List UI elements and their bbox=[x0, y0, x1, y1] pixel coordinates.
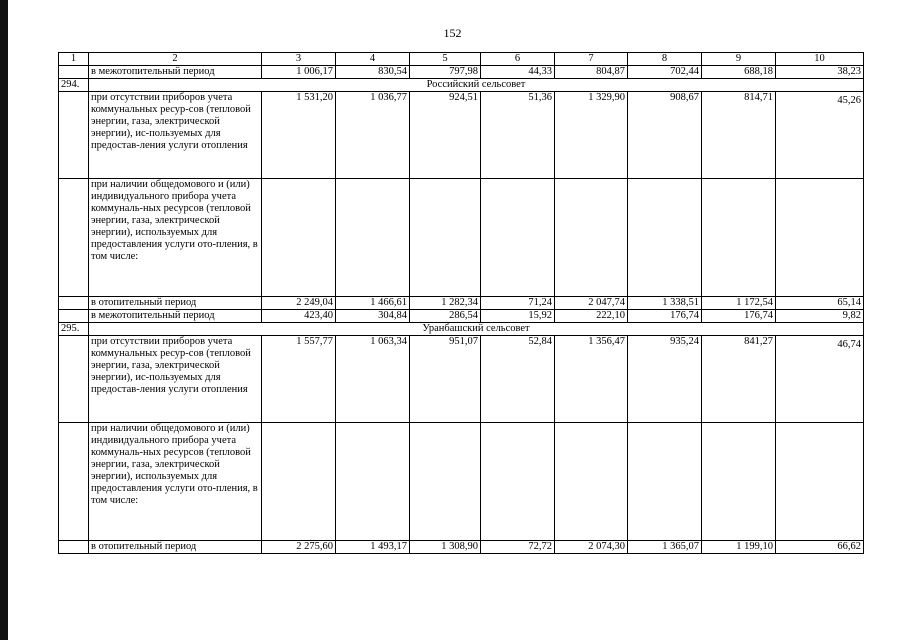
value-cell-col-5 bbox=[410, 179, 481, 297]
value-cell-col-3: 1 006,17 bbox=[262, 66, 336, 79]
row-label: в межотопительный период bbox=[89, 310, 262, 323]
row-number: 294. bbox=[59, 79, 89, 92]
value-cell-col-10: 38,23 bbox=[776, 66, 864, 79]
row-number bbox=[59, 541, 89, 554]
value-cell-col-6 bbox=[481, 179, 555, 297]
header-cell-5: 5 bbox=[410, 53, 481, 66]
value-cell-col-7: 2 074,30 bbox=[555, 541, 628, 554]
value-cell-col-7: 1 329,90 bbox=[555, 92, 628, 179]
value-cell-col-5: 924,51 bbox=[410, 92, 481, 179]
value-cell-col-4: 830,54 bbox=[336, 66, 410, 79]
table-row bbox=[59, 336, 864, 423]
value-cell-col-10: 66,62 bbox=[776, 541, 864, 554]
value-cell-col-4 bbox=[336, 179, 410, 297]
table-row bbox=[59, 297, 864, 310]
row-number bbox=[59, 179, 89, 297]
value-cell-col-5: 951,07 bbox=[410, 336, 481, 423]
row-label: в межотопительный период bbox=[89, 66, 262, 79]
value-cell-col-5: 286,54 bbox=[410, 310, 481, 323]
value-cell-col-8: 935,24 bbox=[628, 336, 702, 423]
value-cell-col-6 bbox=[481, 423, 555, 541]
value-cell-col-3: 2 249,04 bbox=[262, 297, 336, 310]
value-cell-col-8: 702,44 bbox=[628, 66, 702, 79]
value-cell-col-6: 71,24 bbox=[481, 297, 555, 310]
value-cell-col-8: 1 338,51 bbox=[628, 297, 702, 310]
table-row bbox=[59, 423, 864, 541]
value-cell-col-9: 176,74 bbox=[702, 310, 776, 323]
value-cell-col-9 bbox=[702, 423, 776, 541]
section-row bbox=[59, 79, 864, 92]
value-cell-col-9: 841,27 bbox=[702, 336, 776, 423]
page-edge-bar bbox=[0, 0, 8, 640]
value-cell-col-8: 1 365,07 bbox=[628, 541, 702, 554]
value-cell-col-9: 814,71 bbox=[702, 92, 776, 179]
header-cell-1: 1 bbox=[59, 53, 89, 66]
row-label: при отсутствии приборов учета коммунальных ресур-сов (тепловой энергии, газа, электрической энергии), ис-пользуемых для предостав-ления услуги отопления bbox=[89, 92, 262, 179]
value-cell-col-9: 688,18 bbox=[702, 66, 776, 79]
value-cell-col-5: 1 282,34 bbox=[410, 297, 481, 310]
value-cell-col-7: 2 047,74 bbox=[555, 297, 628, 310]
value-cell-col-10: 65,14 bbox=[776, 297, 864, 310]
value-cell-col-4: 304,84 bbox=[336, 310, 410, 323]
row-label: в отопительный период bbox=[89, 541, 262, 554]
row-number bbox=[59, 423, 89, 541]
header-cell-10: 10 bbox=[776, 53, 864, 66]
row-number: 295. bbox=[59, 323, 89, 336]
row-label: при наличии общедомового и (или) индивидуального прибора учета коммуналь-ных ресурсов (тепловой энергии, газа, электрической энергии), используемых для предоставления услуги ото-пления, в том числе: bbox=[89, 179, 262, 297]
value-cell-col-9: 1 199,10 bbox=[702, 541, 776, 554]
value-cell-col-3: 423,40 bbox=[262, 310, 336, 323]
value-cell-col-4: 1 493,17 bbox=[336, 541, 410, 554]
value-cell-col-3: 1 557,77 bbox=[262, 336, 336, 423]
row-number bbox=[59, 297, 89, 310]
row-number bbox=[59, 92, 89, 179]
header-row bbox=[59, 53, 864, 66]
value-cell-col-4: 1 063,34 bbox=[336, 336, 410, 423]
value-cell-col-5 bbox=[410, 423, 481, 541]
row-label: при наличии общедомового и (или) индивидуального прибора учета коммуналь-ных ресурсов (тепловой энергии, газа, электрической энергии), используемых для предоставления услуги ото-пления, в том числе: bbox=[89, 423, 262, 541]
table-row bbox=[59, 179, 864, 297]
value-cell-col-7 bbox=[555, 423, 628, 541]
section-title: Российский сельсовет bbox=[89, 79, 864, 92]
value-cell-col-7: 804,87 bbox=[555, 66, 628, 79]
page-number: 152 bbox=[443, 26, 462, 40]
value-cell-col-9 bbox=[702, 179, 776, 297]
header-cell-2: 2 bbox=[89, 53, 262, 66]
row-number bbox=[59, 66, 89, 79]
table-row bbox=[59, 310, 864, 323]
section-row bbox=[59, 323, 864, 336]
value-cell-col-3: 1 531,20 bbox=[262, 92, 336, 179]
value-cell-col-6: 15,92 bbox=[481, 310, 555, 323]
header-cell-8: 8 bbox=[628, 53, 702, 66]
row-label: при отсутствии приборов учета коммунальных ресур-сов (тепловой энергии, газа, электрической энергии), ис-пользуемых для предостав-ления услуги отопления bbox=[89, 336, 262, 423]
value-cell-col-8: 176,74 bbox=[628, 310, 702, 323]
row-label: в отопительный период bbox=[89, 297, 262, 310]
section-title: Уранбашский сельсовет bbox=[89, 323, 864, 336]
value-cell-col-7: 222,10 bbox=[555, 310, 628, 323]
value-cell-col-8 bbox=[628, 179, 702, 297]
value-cell-col-4: 1 466,61 bbox=[336, 297, 410, 310]
value-cell-col-10 bbox=[776, 179, 864, 297]
value-cell-col-10 bbox=[776, 423, 864, 541]
value-cell-col-3: 2 275,60 bbox=[262, 541, 336, 554]
tariff-table bbox=[58, 52, 864, 554]
row-number bbox=[59, 310, 89, 323]
row-number bbox=[59, 336, 89, 423]
value-cell-col-7: 1 356,47 bbox=[555, 336, 628, 423]
value-cell-col-10: 46,74 bbox=[776, 336, 864, 423]
header-cell-4: 4 bbox=[336, 53, 410, 66]
value-cell-col-4 bbox=[336, 423, 410, 541]
value-cell-col-10: 9,82 bbox=[776, 310, 864, 323]
value-cell-col-7 bbox=[555, 179, 628, 297]
header-cell-6: 6 bbox=[481, 53, 555, 66]
value-cell-col-3 bbox=[262, 423, 336, 541]
value-cell-col-5: 1 308,90 bbox=[410, 541, 481, 554]
header-cell-9: 9 bbox=[702, 53, 776, 66]
value-cell-col-8: 908,67 bbox=[628, 92, 702, 179]
table-row bbox=[59, 92, 864, 179]
value-cell-col-4: 1 036,77 bbox=[336, 92, 410, 179]
header-cell-7: 7 bbox=[555, 53, 628, 66]
value-cell-col-3 bbox=[262, 179, 336, 297]
value-cell-col-6: 44,33 bbox=[481, 66, 555, 79]
value-cell-col-9: 1 172,54 bbox=[702, 297, 776, 310]
value-cell-col-10: 45,26 bbox=[776, 92, 864, 179]
value-cell-col-6: 52,84 bbox=[481, 336, 555, 423]
value-cell-col-5: 797,98 bbox=[410, 66, 481, 79]
value-cell-col-6: 51,36 bbox=[481, 92, 555, 179]
table-row bbox=[59, 541, 864, 554]
header-cell-3: 3 bbox=[262, 53, 336, 66]
table-row bbox=[59, 66, 864, 79]
value-cell-col-6: 72,72 bbox=[481, 541, 555, 554]
value-cell-col-8 bbox=[628, 423, 702, 541]
